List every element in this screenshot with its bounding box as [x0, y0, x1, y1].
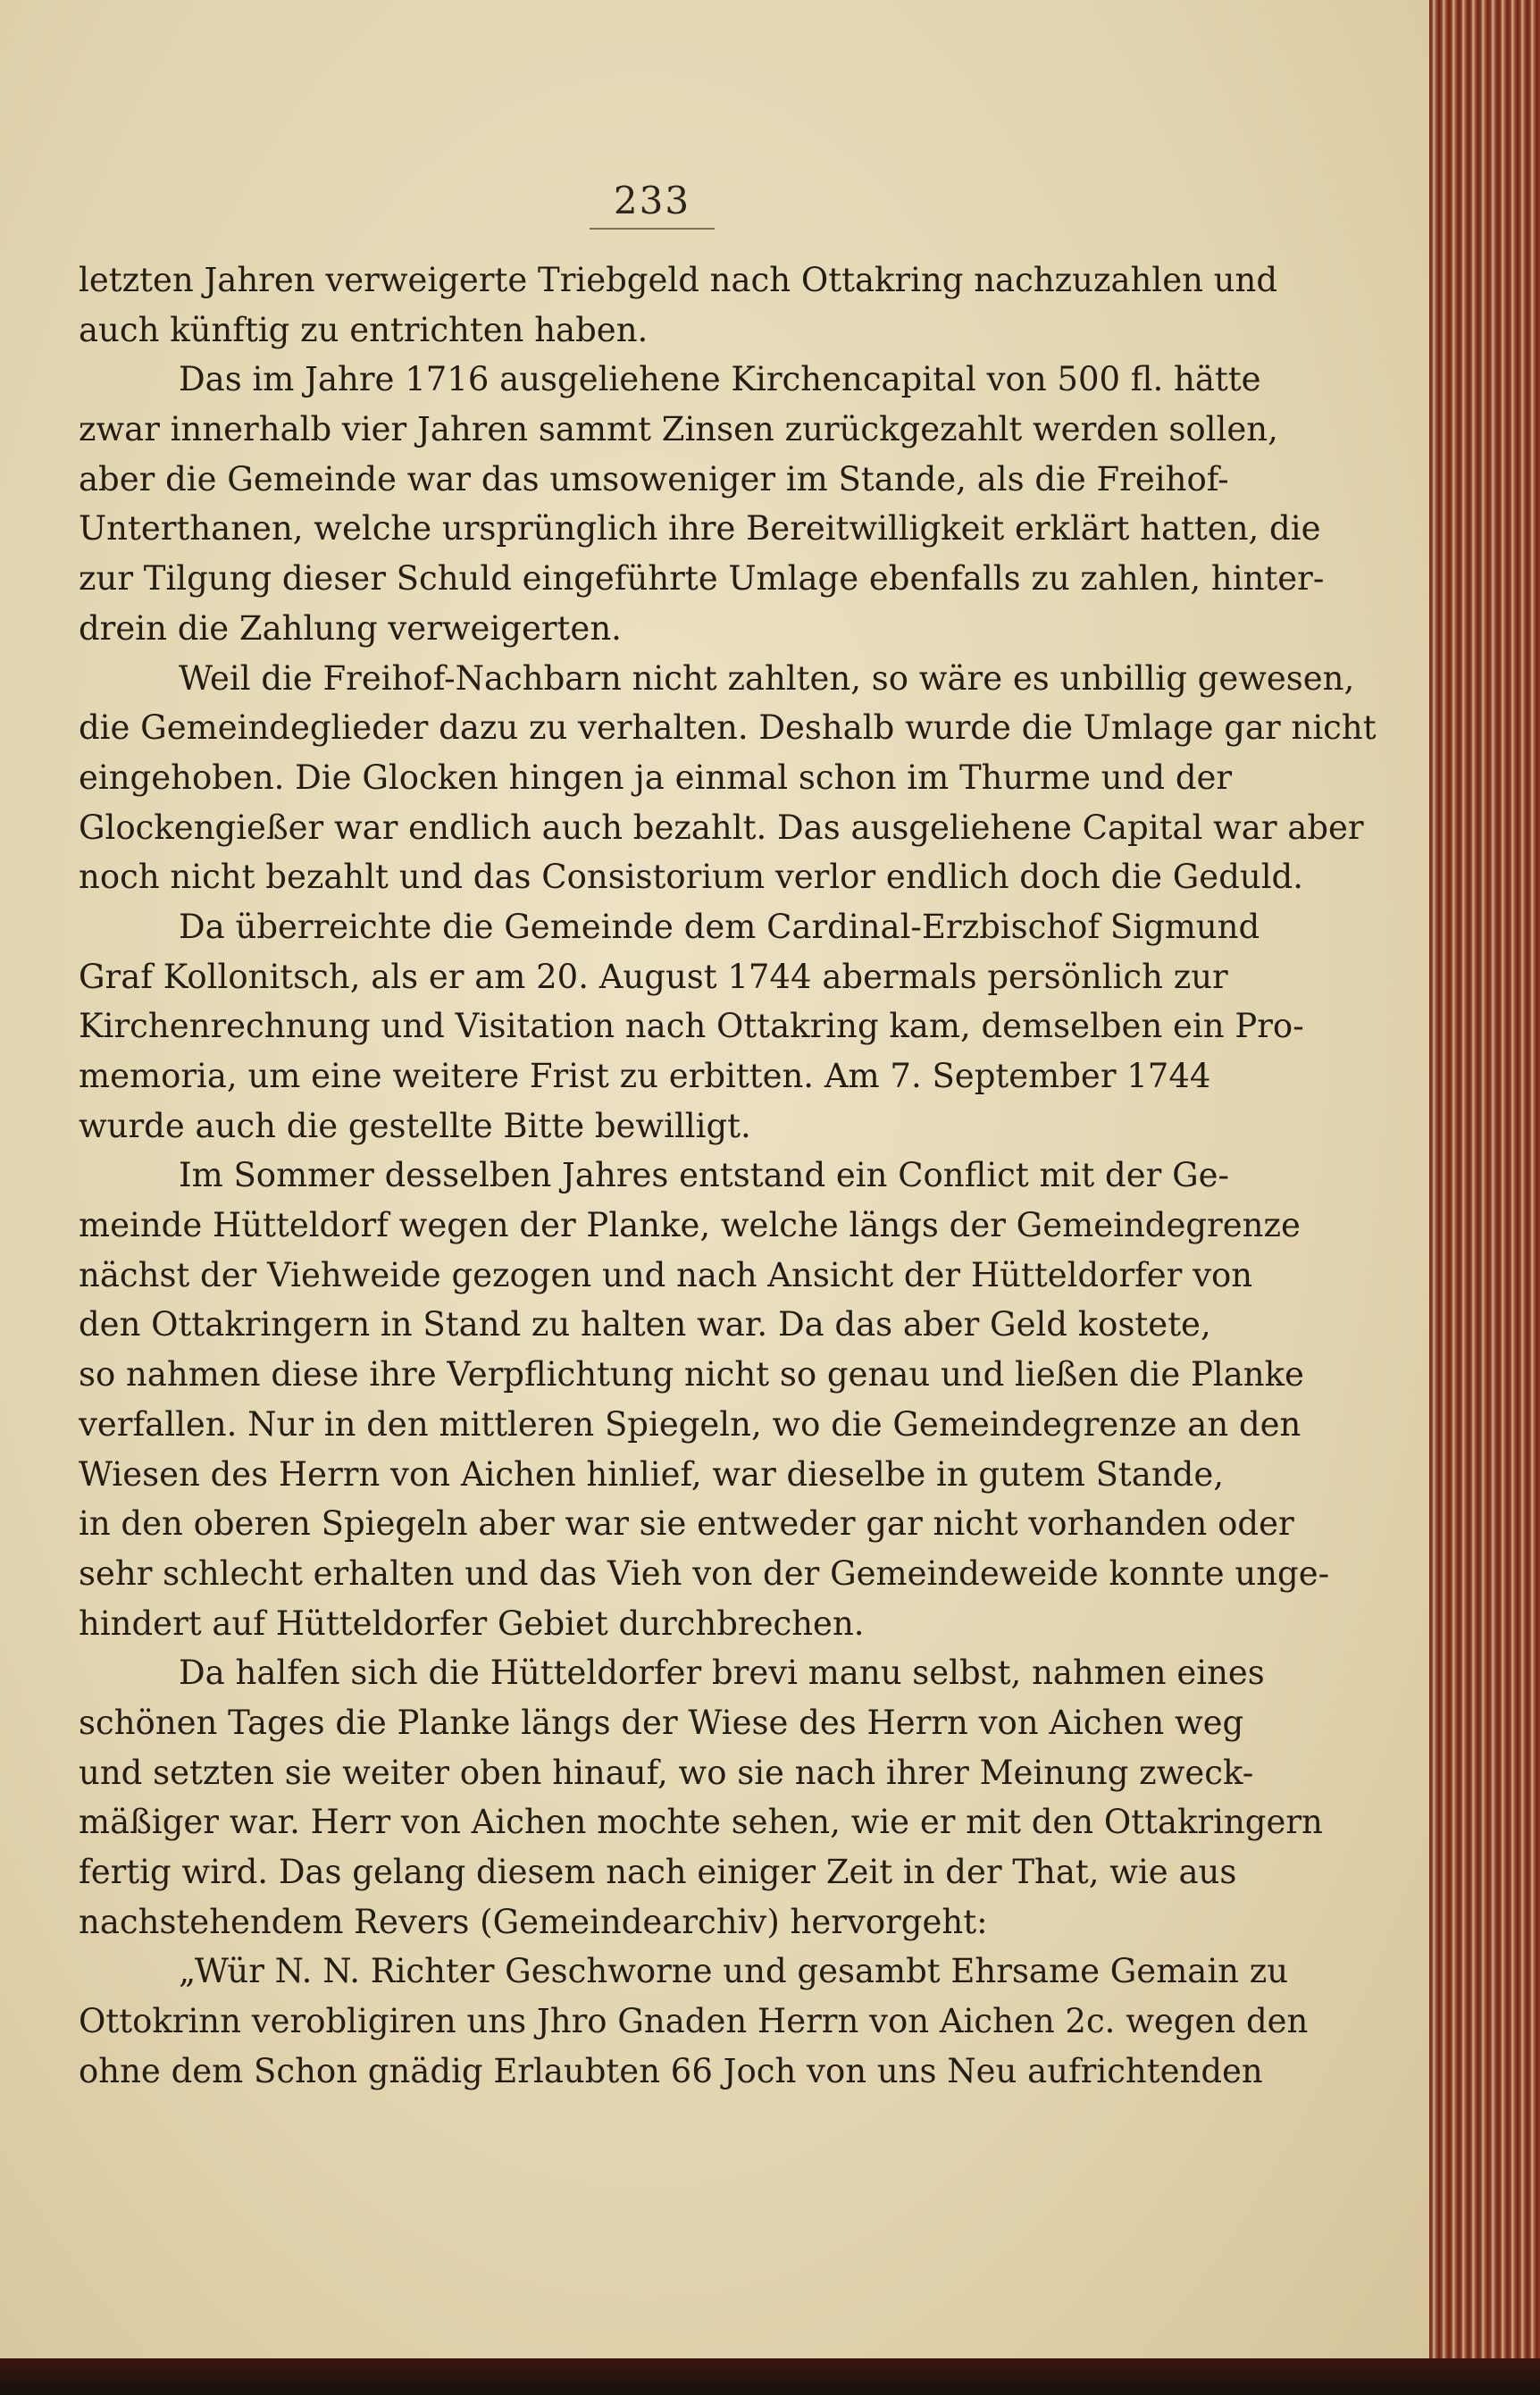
text-line: Da überreichte die Gemeinde dem Cardinal-Erzbischof Sigmund — [179, 907, 1260, 946]
text-line: meinde Hütteldorf wegen der Planke, welche längs der Gemeindegrenze — [79, 1206, 1301, 1245]
text-line: ohne dem Schon gnädig Erlaubten 66 Joch von uns Neu aufrichtenden — [79, 2051, 1263, 2090]
text-line: so nahmen diese ihre Verpflichtung nicht so genau und ließen die Planke — [79, 1355, 1304, 1394]
text-line: fertig wird. Das gelang diesem nach einiger Zeit in der That, wie aus — [79, 1853, 1237, 1891]
text-line: schönen Tages die Planke längs der Wiese des Herrn von Aichen weg — [79, 1703, 1244, 1742]
text-line: Glockengießer war endlich auch bezahlt. Das ausgeliehene Capital war aber — [79, 808, 1364, 847]
text-line: verfallen. Nur in den mittleren Spiegeln, wo die Gemeindegrenze an den — [79, 1404, 1301, 1444]
text-line: zwar innerhalb vier Jahren sammt Zinsen zurückgezahlt werden sollen, — [79, 410, 1278, 449]
book-bottom-edge — [0, 2358, 1540, 2395]
text-line: in den oberen Spiegeln aber war sie entweder gar nicht vorhanden oder — [79, 1504, 1294, 1544]
text-line: Kirchenrechnung und Visitation nach Ottakring kam, demselben ein Pro- — [79, 1007, 1304, 1046]
text-line: Weil die Freihof-Nachbarn nicht zahlten, so wäre es unbillig gewesen, — [179, 658, 1355, 698]
text-line: den Ottakringern in Stand zu halten war. Da das aber Geld kostete, — [79, 1305, 1211, 1344]
text-line: und setzten sie weiter oben hinauf, wo sie nach ihrer Meinung zweck- — [79, 1753, 1254, 1792]
text-line: Wiesen des Herrn von Aichen hinlief, war dieselbe in gutem Stande, — [79, 1454, 1225, 1494]
text-line: Unterthanen, welche ursprünglich ihre Bereitwilligkeit erklärt hatten, die — [79, 509, 1321, 549]
text-line: noch nicht bezahlt und das Consistorium verlor endlich doch die Geduld. — [79, 858, 1303, 897]
text-line: wurde auch die gestellte Bitte bewilligt. — [79, 1106, 751, 1145]
text-line: memoria, um eine weitere Frist zu erbitten. Am 7. September 1744 — [79, 1057, 1211, 1095]
text-line: hindert auf Hütteldorfer Gebiet durchbrechen. — [79, 1604, 865, 1643]
text-line: auch künftig zu entrichten haben. — [79, 310, 649, 349]
text-line: Ottokrinn verobligiren uns Jhro Gnaden Herrn von Aichen 2c. wegen den — [79, 2002, 1309, 2041]
text-line: die Gemeindeglieder dazu zu verhalten. Deshalb wurde die Umlage gar nicht — [79, 708, 1377, 748]
text-line: Im Sommer desselben Jahres entstand ein Conflict mit der Ge- — [179, 1156, 1230, 1195]
text-line: Da halfen sich die Hütteldorfer brevi manu selbst, nahmen eines — [179, 1654, 1265, 1693]
text-line: nachstehendem Revers (Gemeindearchiv) hervorgeht: — [79, 1902, 988, 1941]
book-edge — [1429, 0, 1540, 2366]
text-line: Graf Kollonitsch, als er am 20. August 1744 abermals persönlich zur — [79, 957, 1228, 996]
text-line: letzten Jahren verweigerte Triebgeld nach Ottakring nachzuzahlen und — [79, 261, 1278, 299]
text-line: aber die Gemeinde war das umsoweniger im Stande, als die Freihof- — [79, 459, 1229, 498]
page-number: 233 — [613, 179, 691, 222]
header-rule — [590, 228, 715, 230]
text-line: zur Tilgung dieser Schuld eingeführte Umlage ebenfalls zu zahlen, hinter- — [79, 559, 1325, 599]
text-line: sehr schlecht erhalten und das Vieh von der Gemeindeweide konnte unge- — [79, 1553, 1330, 1593]
text-line: Das im Jahre 1716 ausgeliehene Kirchencapital von 500 fl. hätte — [179, 360, 1261, 399]
text-line: drein die Zahlung verweigerten. — [79, 608, 622, 648]
text-line: eingehoben. Die Glocken hingen ja einmal schon im Thurme und der — [79, 758, 1233, 797]
body-text — [79, 255, 1377, 2096]
text-line: „Wür N. N. Richter Geschworne und gesambt Ehrsame Gemain zu — [179, 1952, 1289, 1991]
text-line: nächst der Viehweide gezogen und nach Ansicht der Hütteldorfer von — [79, 1255, 1253, 1294]
text-line: mäßiger war. Herr von Aichen mochte sehen, wie er mit den Ottakringern — [79, 1803, 1323, 1842]
